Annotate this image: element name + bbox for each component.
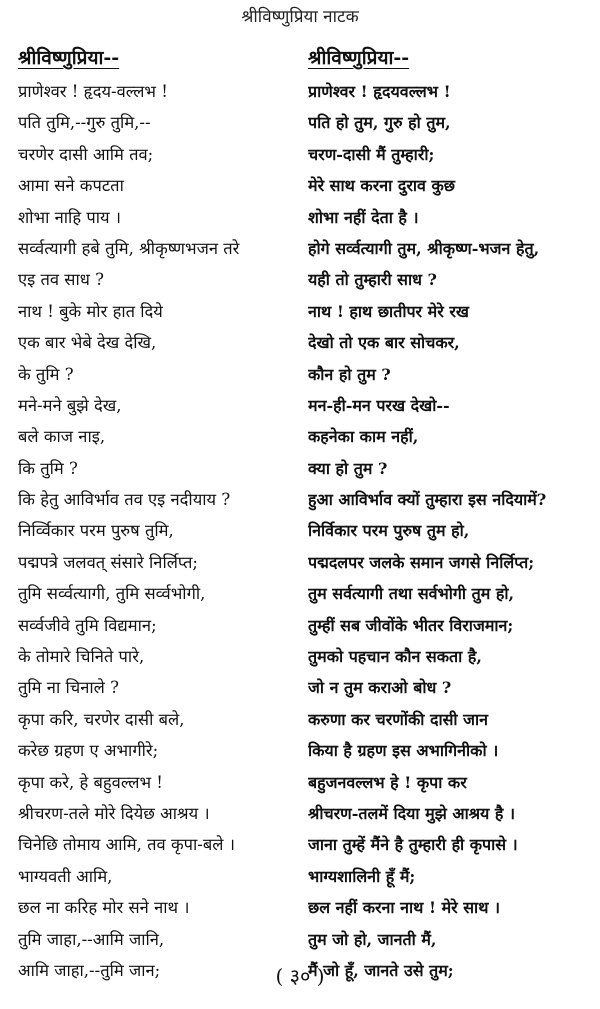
verse-line: छल ना करिह मोर सने नाथ । xyxy=(18,898,190,918)
verse-line: के तोमारे चिनिते पारे, xyxy=(18,647,145,667)
verse-line: के तुमि ? xyxy=(18,364,74,384)
verse-line: सर्व्वजीवे तुमि विद्यमान; xyxy=(18,615,157,635)
verse-line: कि तुमि ? xyxy=(18,458,78,478)
verse-line: मैं जो हूँ, जानते उसे तुम; xyxy=(308,960,454,980)
verse-line: छल नहीं करना नाथ ! मेरे साथ । xyxy=(308,898,501,918)
verse-line: यही तो तुम्हारी साध ? xyxy=(308,270,437,290)
speaker-name: श्रीविष्णुप्रिया-- xyxy=(308,47,410,69)
page-header: श्रीविष्णुप्रिया नाटक xyxy=(241,7,359,27)
verse-line: शोभा नहीं देता है । xyxy=(308,207,419,227)
verse-line: तुम जो हो, जानती मैं, xyxy=(308,929,437,949)
verse-line: निर्व्विकार परम पुरुष तुमि, xyxy=(18,521,174,541)
verse-line: चरणेर दासी आमि तव; xyxy=(18,144,154,164)
verse-line: भाग्यशालिनी हूँ मैं; xyxy=(308,866,416,886)
verse-line: कृपा करे, हे बहुवल्लभ ! xyxy=(18,772,163,792)
verse-line: चरण-दासी मैं तुम्हारी; xyxy=(308,144,435,164)
verse-line: करेछ ग्रहण ए अभागीरे; xyxy=(18,741,159,761)
verse-line: तुम्हीं सब जीवोंके भीतर विराजमान; xyxy=(308,615,514,635)
verse-line: मेरे साथ करना दुराव कुछ xyxy=(308,176,456,196)
verse-line: जाना तुम्हें मैंने है तुम्हारी ही कृपासे । xyxy=(308,835,518,855)
verse-line: प्राणेश्वर ! हृदय-वल्लभ ! xyxy=(18,82,168,101)
verse-line: आमा सने कपटता xyxy=(18,176,124,196)
verse-line: तुमि सर्व्वत्यागी, तुमि सर्व्वभोगी, xyxy=(18,584,206,604)
verse-line: बहुजनवल्लभ हे ! कृपा कर xyxy=(308,772,467,792)
verse-line: प्राणेश्वर ! हृदयवल्लभ ! xyxy=(308,82,451,101)
verse-line: कृपा करि, चरणेर दासी बले, xyxy=(18,709,185,729)
verse-line: श्रीचरण-तलमें दिया मुझे आश्रय है । xyxy=(308,803,516,823)
verse-line: पति हो तुम, गुरु हो तुम, xyxy=(308,113,451,133)
verse-line: तुमि जाहा,--आमि जानि, xyxy=(18,929,165,949)
verse-line: तुमि ना चिनाले ? xyxy=(18,678,119,698)
verse-line: एइ तव साध ? xyxy=(18,270,104,290)
verse-line: बले काज नाइ, xyxy=(18,427,106,447)
verse-line: सर्व्वत्यागी हबे तुमि, श्रीकृष्णभजन तरे xyxy=(18,238,240,258)
verse-line: आमि जाहा,--तुमि जान; xyxy=(18,960,161,980)
verse-line: कहनेका काम नहीं, xyxy=(308,427,419,447)
verse-line: तुमको पहचान कौन सकता है, xyxy=(308,647,482,667)
speaker-name: श्रीविष्णुप्रिया-- xyxy=(18,47,120,69)
verse-line: एक बार भेबे देख देखि, xyxy=(18,333,157,353)
verse-line: चिनेछि तोमाय आमि, तव कृपा-बले । xyxy=(18,835,235,855)
verse-line: शोभा नाहि पाय । xyxy=(18,207,122,227)
page-number: ( ३० ) xyxy=(275,964,325,988)
verse-line: क्या हो तुम ? xyxy=(308,458,388,478)
bengali-text-column xyxy=(18,40,300,986)
verse-line: भाग्यवती आमि, xyxy=(18,866,113,886)
verse-line: मने-मने बुझे देख, xyxy=(18,395,122,415)
verse-line: जो न तुम कराओ बोध ? xyxy=(308,678,452,698)
verse-line: नाथ ! बुके मोर हात दिये xyxy=(18,301,163,321)
verse-line: मन-ही-मन परख देखो-- xyxy=(308,395,450,415)
verse-line: करुणा कर चरणोंकी दासी जान xyxy=(308,709,489,729)
verse-line: कि हेतु आविर्भाव तव एइ नदीयाय ? xyxy=(18,490,231,510)
verse-line: पद्मदलपर जलके समान जगसे निर्लिप्त; xyxy=(308,552,535,572)
verse-line: कौन हो तुम ? xyxy=(308,364,391,384)
verse-line: किया है ग्रहण इस अभागिनीको । xyxy=(308,741,499,761)
verse-line: देखो तो एक बार सोचकर, xyxy=(308,333,460,353)
verse-line: पद्मपत्रे जलवत् संसारे निर्लिप्त; xyxy=(18,552,198,572)
verse-line: होगे सर्व्वत्यागी तुम, श्रीकृष्ण-भजन हेतु, xyxy=(308,238,540,258)
verse-line: पति तुमि,--गुरु तुमि,-- xyxy=(18,113,151,133)
verse-line: तुम सर्वत्यागी तथा सर्वभोगी तुम हो, xyxy=(308,584,515,604)
verse-line: श्रीचरण-तले मोरे दियेछ आश्रय । xyxy=(18,803,210,823)
verse-line: निर्विकार परम पुरुष तुम हो, xyxy=(308,521,470,541)
verse-line: हुआ आविर्भाव क्यों तुम्हारा इस नदियामें? xyxy=(308,490,547,510)
verse-line: नाथ ! हाथ छातीपर मेरे रख xyxy=(308,301,469,321)
hindi-text-column xyxy=(308,40,598,986)
